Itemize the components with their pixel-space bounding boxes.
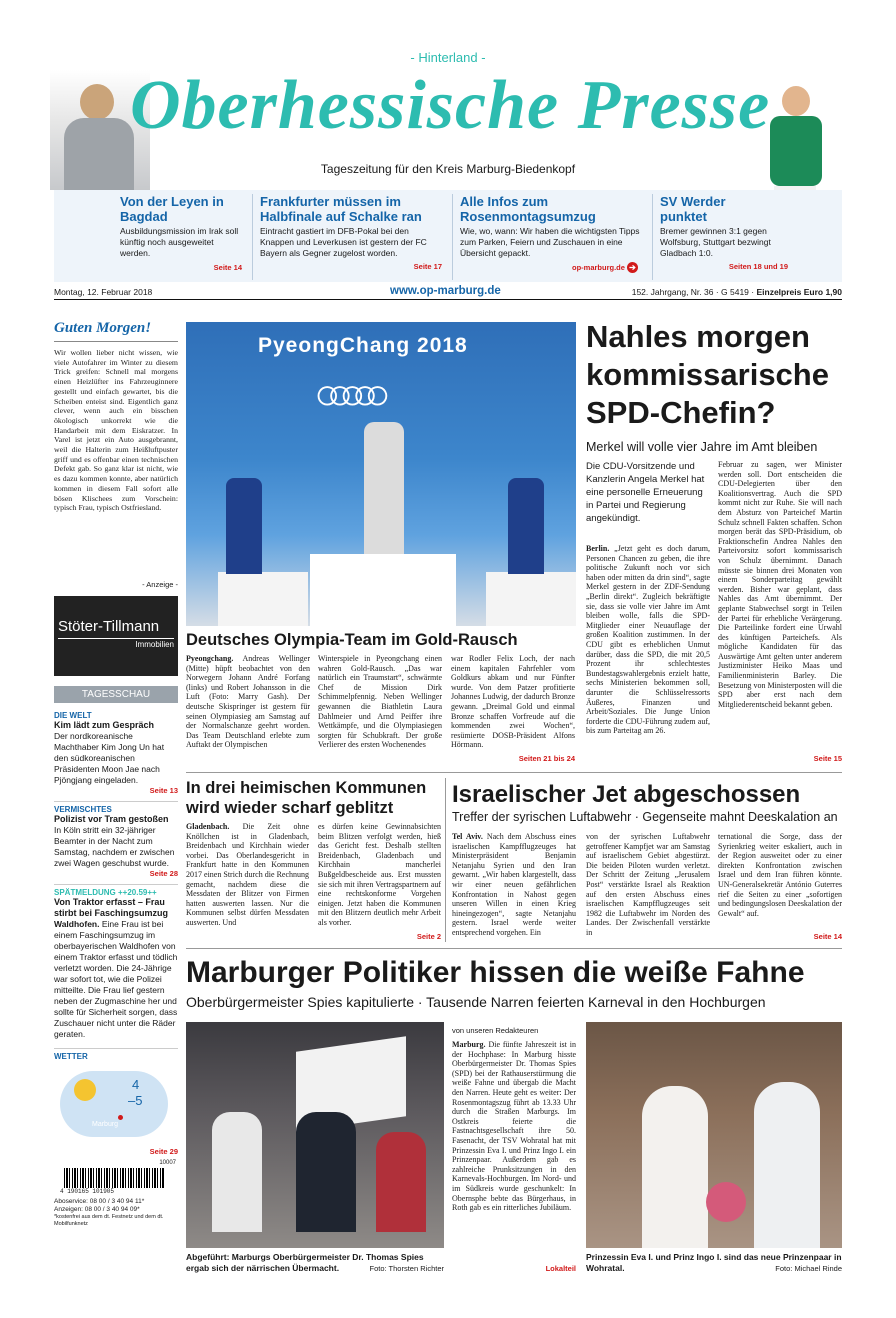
morning-title: Guten Morgen! (54, 320, 178, 342)
barcode-top-number: 10007 (159, 1160, 176, 1166)
olympia-col-3: war Rodler Felix Loch, der nach einem kapitalen Fahrfehler vom Goldkurs abkam und nur Fünfter wurde. Von dem Patzer profitierte Johannes Ludwig, der dadurch Bronze gewann. „Dreimal Gold und einmal Bronze schaffen Vorfreude auf die kommenden zwei Wochen“, resümierte DOSB-Präsident Alfons Hörmann. (451, 654, 575, 750)
athlete-left (226, 478, 262, 574)
jet-col-2: von der syrischen Luftabwehr getroffener Kampfjet war am Samstag auf israelischem Gebiet abgestürzt. Die beiden Piloten wurden verletzt. Der Schritt der Zeitung „Jerusalem Post“ verstärkte Israel als Reaktion auf den ersten Abschuss eines israelischen Kampfflugzeuges seit 1982 die Luftabwehr im Norden des Landes. Der Zwischenfall verstärkte in (586, 832, 710, 937)
service-phone: Aboservice: 08 00 / 3 40 94 11* (54, 1198, 145, 1205)
credit-2: Foto: Michael Rinde (775, 1264, 842, 1273)
barcode (54, 1162, 178, 1196)
stoeter-tillmann-ad[interactable] (54, 596, 178, 676)
teaser-title: SV Werder punktet (660, 194, 726, 224)
ad-brand: Stöter-Tillmann (58, 618, 160, 635)
teaser-body: Ausbildungsmission im Irak soll künftig noch ausgeweitet werden. (120, 226, 239, 258)
item-title: Polizist vor Tram gestoßen (54, 814, 169, 824)
blitzer-headline: In drei heimischen Kommunen wird wieder scharf geblitzt (186, 779, 427, 817)
olympia-photo (186, 322, 576, 626)
issue-info: 152. Jahrgang, Nr. 36 · G 5419 · Einzelpreis Euro 1,90 (631, 287, 842, 297)
masthead-title: Oberhessische Presse (130, 67, 771, 144)
divider (186, 772, 842, 773)
teaser-body: Bremer gewinnen 3:1 gegen Wolfsburg, Stuttgart bezwingt Gladbach 1:0. (660, 226, 771, 258)
masthead (0, 0, 896, 190)
price: Einzelpreis Euro 1,90 (756, 287, 842, 297)
teaser-page: Seite 17 (413, 262, 442, 271)
masthead-tagline: Tageszeitung für den Kreis Marburg-Biedenkopf (320, 162, 576, 176)
nahles-subhead: Merkel will volle vier Jahre im Amt bleiben (586, 440, 818, 454)
olympia-headline: Deutsches Olympia-Team im Gold-Rausch (186, 631, 518, 649)
nahles-col-2: Februar zu sagen, wer Minister werden soll. Dort entscheiden die CDU-Delegierten über den Koalitionsvertrag. Auch die SPD kommt nicht zur Ruhe. Sie will nach dem Absturz von Parteichef Martin Schulz schnell Fakten schaffen. Schon morgen berät das SPD-Präsidium, ob Fraktionschefin Andrea Nahles den Parteivorsitz sofort kommissarisch von Schulz übernimmt. Danach müsste sie binnen drei Monaten von einem Sonderparteitag gewählt werden. Bisher war geplant, dass Nahles das Amt übernimmt. Der geplante Stabwechsel sorgt in Teilen der Partei für erhebliche Verärgerung. Die Parteilinke fordert eine Urwahl des künftigen Parteichefs. Als mögliche Kandidaten für das Auswärtige Amt gelten unter anderem Justizminister Heiko Maas und Familienministerin Barley. Die Besetzung von Ministerposten will die SPD aber erst nach dem Mitgliederentscheid bekannt geben. (718, 460, 842, 709)
spies-photo (186, 1022, 444, 1248)
teaser-body: Wie, wo, wann: Wir haben die wichtigsten Tipps zum Parken, Feiern und Zuschauen in eine Übersicht gepackt. (460, 226, 640, 258)
item-page: Seite 13 (149, 786, 178, 795)
arrow-icon: ➔ (627, 262, 638, 273)
athlete-right (508, 478, 544, 574)
tagesschau-item[interactable] (54, 801, 178, 878)
blitzer-page: Seite 2 (416, 932, 441, 941)
teaser-3[interactable] (452, 194, 642, 280)
sidebar (54, 320, 178, 1310)
fasching-body: Marburg. Die fünfte Jahreszeit ist in der Hochphase: In Marburg hisste Oberbürgermeister Dr. Thomas Spies (SPD) bei der Rathauserstürmung die weiße Fahne und übergab die Macht den Narren. Heute geht es weiter: Der Rosenmontagszug führt ab 13.33 Uhr durch die Straßen Marburgs. Im Ostkreis feierte die Fastnachtsgesellschaft ihre 50. Fasenacht, der TSV Wohratal hat mit Prinzessin Eva I. und Prinz Ingo I. ein Prinzenpaar. Außerdem gab es zahlreiche Prunksitzungen in den Karnevals-Hochburgen. Im Nord- und im Südkreis wurde geschunkelt: In Obernsphe bebte das Bürgerhaus, in Roth gab es ein ritterliches Jubiläum. (452, 1040, 576, 1213)
item-body: Der nordkoreanische Machthaber Kim Jong Un hat den südkoreanischen Präsidenten Moon Jae nach Pjöngjang eingeladen. (54, 731, 165, 785)
jet-col-1: Tel Aviv. Nach dem Abschuss eines israelischen Kampfflugzeuges hat Ministerpräsident Benjamin Netanjahu Syrien und den Iran gewarnt. „Wir haben klargestellt, dass wir einer neuen gefährlichen Konfrontation in Nahost gegen unseren Willen in einen Krieg hineingezogen“, sagte Netanjahu gestern. Israel werde weiter entsprechend vorgehen. Ein (452, 832, 576, 937)
tagesschau-item[interactable] (54, 711, 178, 795)
location-pin-icon (118, 1115, 123, 1120)
masthead-region: - Hinterland - (410, 50, 486, 65)
item-section: SPÄTMELDUNG ++20.59++ (54, 888, 157, 897)
jet-col-3: ternational die Sorge, dass der Syrienkrieg weiter eskaliert, auch in der Region ausweitet oder zu einer direkten Konfrontation zwischen Israel und dem Iran führen könnte. UN-Generalsekretär António Guterres rief die Seiten zu einer „sofortigen und bedingungslosen Deeskalation der Gewalt“ auf. (718, 832, 842, 918)
fasching-byline: von unseren Redakteuren (452, 1026, 539, 1035)
weather-page: Seite 29 (149, 1147, 178, 1156)
divider (186, 948, 842, 949)
fasching-subhead: Oberbürgermeister Spies kapitulierte · Tausende Narren feierten Karneval in den Hochburgen (186, 994, 766, 1010)
nahles-page: Seite 15 (813, 754, 842, 763)
weather-high: 4 (132, 1077, 140, 1092)
teaser-page: op-marburg.de ➔ (453, 262, 642, 273)
weather-box[interactable] (54, 1048, 178, 1156)
morning-body: Wir wollen lieber nicht wissen, wie viele Autofahrer im Winter zu diesem Trick greifen: Schnell mal morgens einen Heizlüfter ins Fahrzeuginnere gestellt und einfach gewartet, bis die Scheiben enteist sind. Eigentlich ganz clever, wenn auch ein bisschen ökologisch unkorrekt wie die Handarbeit mit dem Eiskratzer. In Varel ist jetzt ein Auto ausgebrannt, weil die Halterin zum Heißluftpuster griff und es offenbar einen technischen Defekt gab. So ganz klar ist nicht, wie es dazu kommen konnte, aber natürlich kommen in diesem Fall sofort alle bösen Klischees zum Vorschein: typisch Frau, typisch Ostfriesland. (54, 348, 178, 513)
jet-page: Seite 14 (813, 932, 842, 941)
caption-2: Prinzessin Eva I. und Prinz Ingo I. sind das neue Prinzenpaar in Wohratal. Foto: Michael Rinde (586, 1252, 842, 1273)
fasching-headline: Marburger Politiker hissen die weiße Fahne (186, 956, 805, 989)
nahles-headline: Nahles morgen kommissarische SPD-Chefin? (586, 319, 829, 430)
caption-1: Abgeführt: Marburgs Oberbürgermeister Dr. Thomas Spies ergab sich der närrischen Übermacht. Foto: Thorsten Richter (186, 1252, 444, 1273)
website-link[interactable]: www.op-marburg.de (390, 285, 501, 297)
ad-sub: Immobilien (58, 638, 174, 649)
ad-label: - Anzeige - (142, 580, 178, 589)
teaser-body: Eintracht gastiert im DFB-Pokal bei den Knappen und Leverkusen ist gestern der FC Bayern als Gegner zugelost worden. (260, 226, 427, 258)
olympia-col-1: Pyeongchang. Andreas Wellinger (Mitte) hüpft beobachtet von den Norwegern Johann André Forfang (links) und Robert Johansson in die Luft (Foto: Marry Gash). Der deutsche Skispringer ist gestern für seinen Olympiasieg am Samstag auf der Normalschanze geehrt worden. Das Team Deutschland erlebte zum Auftakt der Olympischen (186, 654, 311, 750)
ads-phone: Anzeigen: 08 00 / 3 40 94 09* (54, 1206, 140, 1213)
tagesschau-header: TAGESSCHAU (54, 686, 178, 703)
item-title: Kim lädt zum Gespräch (54, 720, 155, 730)
teaser-page: Seite 14 (213, 263, 242, 272)
teaser-4[interactable] (652, 194, 792, 280)
teaser-title: Frankfurter müssen im Halbfinale auf Schalke ran (260, 194, 422, 224)
credit-1: Foto: Thorsten Richter (369, 1264, 444, 1273)
teaser-1[interactable] (110, 194, 242, 280)
item-section: VERMISCHTES (54, 805, 112, 814)
prinzenpaar-photo (586, 1022, 842, 1248)
item-body: In Köln stritt ein 32-jähriger Beamter in der Nacht zum Samstag, nachdem er zwischen zwei Wagen geschubst wurde. (54, 825, 175, 868)
date: Montag, 12. Februar 2018 (54, 287, 153, 297)
jet-subhead: Treffer der syrischen Luftabwehr · Gegenseite mahnt Deeskalation an (452, 810, 838, 824)
blitzer-col-2: es dürfen keine Gewinnabsichten beim Blitzen verfolgt werden, hieß das Gericht fest. Deshalb stellten Breidenbach, Gladenbach und Kirchhain mancherlei Bußgeldbescheide aus. Erst mussten sie sich mit ihren Vertragspartnern auf eine rechtskonforme Vorgehen einigen. Jetzt haben die Kommunen mit den Blitzern deutlich mehr Arbeit als vorher. (318, 822, 441, 927)
nahles-intro: Die CDU-Vorsitzende und Kanzlerin Angela Merkel hat eine personelle Erneuerung in Partei und Regierung angekündigt. (586, 461, 705, 524)
weather-label: WETTER (54, 1052, 88, 1061)
teaser-2[interactable] (252, 194, 442, 280)
blitzer-col-1: Gladenbach. Die Zeit ohne Knöllchen ist in Gladenbach, Breidenbach und Kirchhain wieder vorbei. Das Oberlandesgericht in Frankfurt hatte in den Kommunen 2017 einen Strich durch die Rechnung gemacht, nachdem diese die Messdaten der Blitzer von Firmen hatten auswerten lassen. Nur die Kommunen selbst dürfen Messdaten auswerten. Und (186, 822, 310, 927)
item-body: Waldhofen. Eine Frau ist bei einem Faschingsumzug im oberbayerischen Waldhofen von einem Traktor erfasst und tödlich verletzt worden. Die 24-Jährige war sofort tot, wie die Polizei mitteilte. Die Frau lief gestern neben der Zugmaschine her und sollte für Sicherheit sorgen, dass Zuschauer nicht unter die Räder geraten. (54, 919, 178, 1039)
olympic-rings-icon: ○○○○○ (314, 370, 377, 419)
weather-place: Marburg (92, 1121, 119, 1128)
barcode-number: 4 190165 101905 (60, 1188, 115, 1195)
fasching-page: Lokalteil (545, 1264, 576, 1273)
teaser-title: Alle Infos zum Rosenmontagsumzug (460, 194, 596, 224)
teaser-title: Von der Leyen in Bagdad (120, 194, 224, 224)
sun-icon (74, 1079, 96, 1101)
nahles-col-1: Berlin. „Jetzt geht es doch darum, Personen Chancen zu geben, die ihre politische Zukunft noch vor sich haben oder mitten da drin sind“, sagte Merkel gestern in der ZDF-Sendung „Berlin direkt“. Zugleich bekräftigte sie, dass sie volle vier Jahre im Amt bleiben wolle, falls die SPD-Mitglieder einer Neuauflage der großen Koalition zustimmen. In der CDU gibt es erheblichen Unmut darüber, dass die SPD, die mit 20,5 Prozent ihr schlechtestes Bundestagswahlergebnis erzielt hatte, sechs Ministerien bekommen soll, darunter die Schlüsselressorts Äußeres, Finanzen und Arbeit/Soziales. Die Junge Union forderte die CDU-Führung zudem auf, bis zum Parteitag am 26. (586, 544, 711, 736)
item-section: DIE WELT (54, 711, 92, 720)
tagesschau-item[interactable] (54, 884, 178, 1040)
olympia-col-2: Winterspiele in Pyeongchang einen wahren Gold-Rausch. „Das war natürlich ein Traumstart“, schwärmte Chef de Mission Dirk Schimmelpfennig. Neben Wellinger gewannen die Biathletin Laura Dahlmeier und Arnd Peiffer ihre Wettkämpfe, und die Olympiasiegen sorgten für Schubkraft. Der große Verlierer des ersten Wochenendes (318, 654, 442, 750)
pyeongchang-banner: PyeongChang 2018 (258, 334, 468, 357)
dateline (54, 284, 842, 300)
phone-note: *kostenfrei aus dem dt. Festnetz und dem dt. Mobilfunknetz (54, 1214, 164, 1227)
athlete-center (364, 422, 404, 554)
jet-headline: Israelischer Jet abgeschossen (452, 781, 801, 808)
teaser-page: Seiten 18 und 19 (728, 262, 788, 271)
olympia-page: Seiten 21 bis 24 (518, 754, 575, 763)
weather-low: –5 (128, 1093, 143, 1108)
item-title: Von Traktor erfasst – Frau stirbt bei Faschingsumzug (54, 897, 169, 918)
item-page: Seite 28 (149, 869, 178, 878)
